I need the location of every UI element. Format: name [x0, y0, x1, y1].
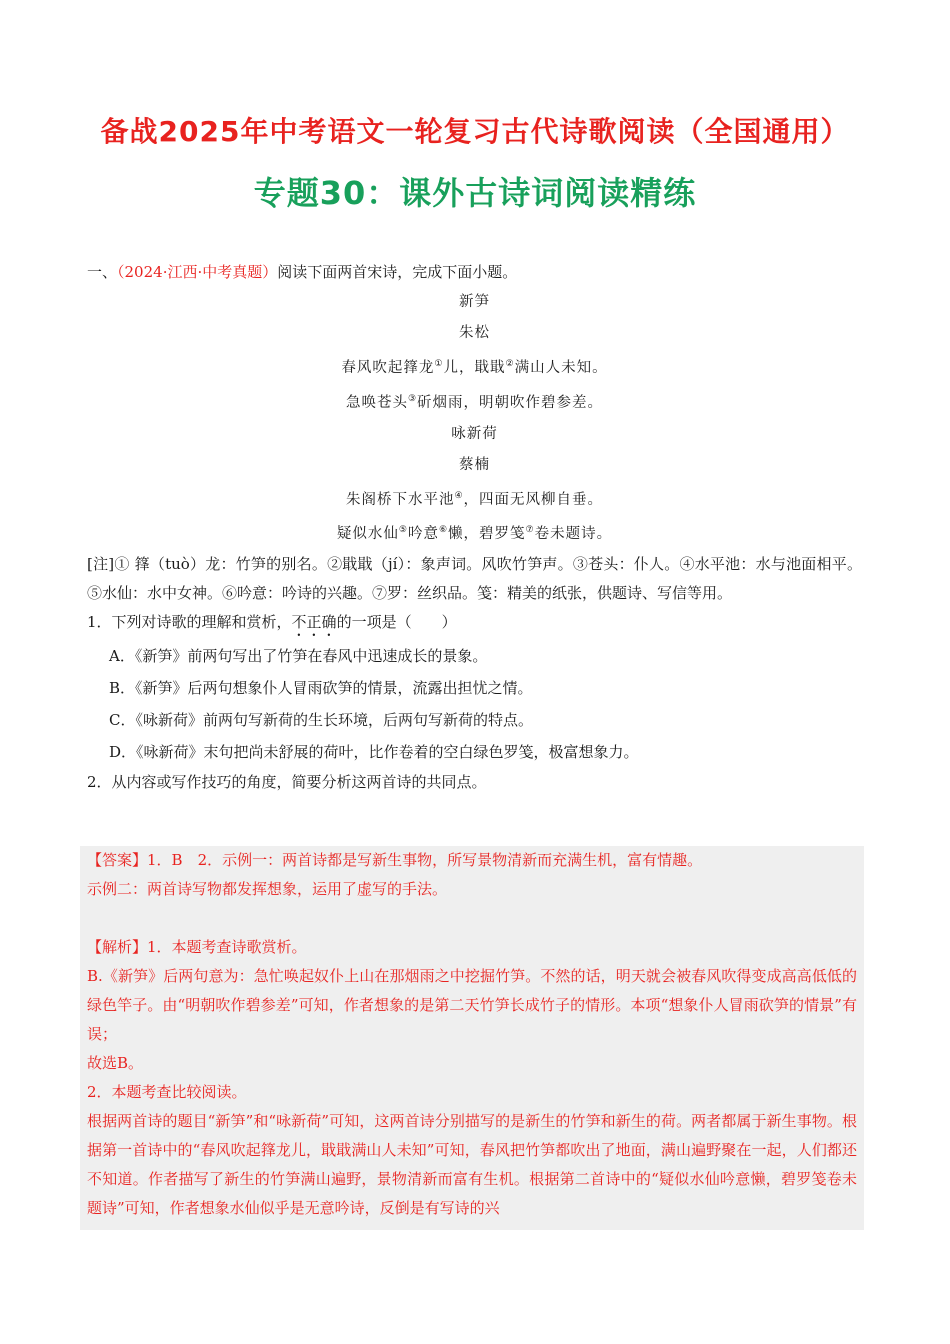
poem2-title: 咏新荷	[451, 425, 498, 442]
analysis-paragraph-1: B.《新笋》后两句意为：急忙唤起奴仆上山在那烟雨之中挖掘竹笋。不然的话，明天就会被春风吹得变成高高低低的绿色竿子。由“明朝吹作碧参差”可知，作者想象的是第二天竹笋长成竹子的情形。本项“想象仆人冒雨砍笋的情景”有误；	[87, 967, 857, 1043]
poem1-title: 新笋	[459, 294, 490, 310]
question-section	[87, 258, 862, 797]
poem1-author: 朱松	[459, 325, 490, 341]
topic-title: 专题30：课外古诗词阅读精练	[253, 174, 697, 212]
q2-stem: 2．从内容或写作技巧的角度，简要分析这两首诗的共同点。	[87, 773, 487, 792]
q1-option-b: B．《新笋》后两句想象仆人冒雨砍笋的情景，流露出担忧之情。	[109, 679, 533, 698]
annotation-notes: [注]① 箨（tuò）龙：竹笋的别名。②戢戢（jí）：象声词。风吹竹笋声。③苍头：仆人。④水平池：水与池面相平。⑤水仙：水中女神。⑥吟意：吟诗的兴趣。⑦罗：丝织品。笺：精美的纸张，供题诗、写信等用。	[87, 555, 862, 603]
poem1-line2: 急唤苍头③斫烟雨，明朝吹作碧参差。	[345, 393, 604, 411]
question-lead: 一、（2024·江西·中考真题）阅读下面两首宋诗，完成下面小题。	[87, 263, 518, 281]
analysis-heading: 【解析】1．本题考查诗歌赏析。	[87, 938, 307, 956]
analysis-q2-heading: 2．本题考查比较阅读。	[87, 1083, 247, 1101]
poem2-line1: 朱阁桥下水平池④，四面无风柳自垂。	[345, 490, 604, 508]
poem2-line2: 疑似水仙⑤吟意⑥懒，碧罗笺⑦卷未题诗。	[336, 525, 613, 543]
q1-option-a: A．《新笋》前两句写出了竹笋在春风中迅速成长的景象。	[109, 647, 488, 666]
answer-line2: 示例二：两首诗写物都发挥想象，运用了虚写的手法。	[87, 880, 448, 898]
q1-option-d: D．《咏新荷》末句把尚未舒展的荷叶，比作卷着的空白绿色罗笺，极富想象力。	[109, 743, 639, 762]
q1-emphasis: 不正确	[291, 613, 337, 632]
q1-option-c: C．《咏新荷》前两句写新荷的生长环境，后两句写新荷的特点。	[109, 711, 533, 730]
answer-box	[80, 846, 864, 1230]
poem1-line1: 春风吹起箨龙①儿，戢戢②满山人未知。	[341, 359, 608, 376]
q1-stem: 1．下列对诗歌的理解和赏析，不正确的一项是（ ）	[87, 613, 457, 632]
question-source: （2024·江西·中考真题）	[117, 263, 278, 281]
analysis-paragraph-2: 根据两首诗的题目“新笋”和“咏新荷”可知，这两首诗分别描写的是新生的竹笋和新生的荷。两者都属于新生事物。根据第一首诗中的“春风吹起箨龙儿，戢戢满山人未知”可知，春风把竹笋都吹出了地面，满山遍野聚在一起，人们都还不知道。作者描写了新生的竹笋满山遍野，景物清新而富有生机。根据第二首诗中的“疑似水仙吟意懒，碧罗笺卷未题诗”可知，作者想象水仙似乎是无意吟诗，反倒是有写诗的兴	[87, 1112, 857, 1217]
poem2-author: 蔡楠	[459, 456, 490, 473]
analysis-conclusion: 故选B。	[87, 1054, 144, 1072]
document-title: 备战2025年中考语文一轮复习古代诗歌阅读（全国通用）	[100, 115, 850, 148]
answer-line1: 【答案】1．B 2．示例一：两首诗都是写新生事物，所写景物清新而充满生机，富有情趣。	[87, 851, 703, 869]
